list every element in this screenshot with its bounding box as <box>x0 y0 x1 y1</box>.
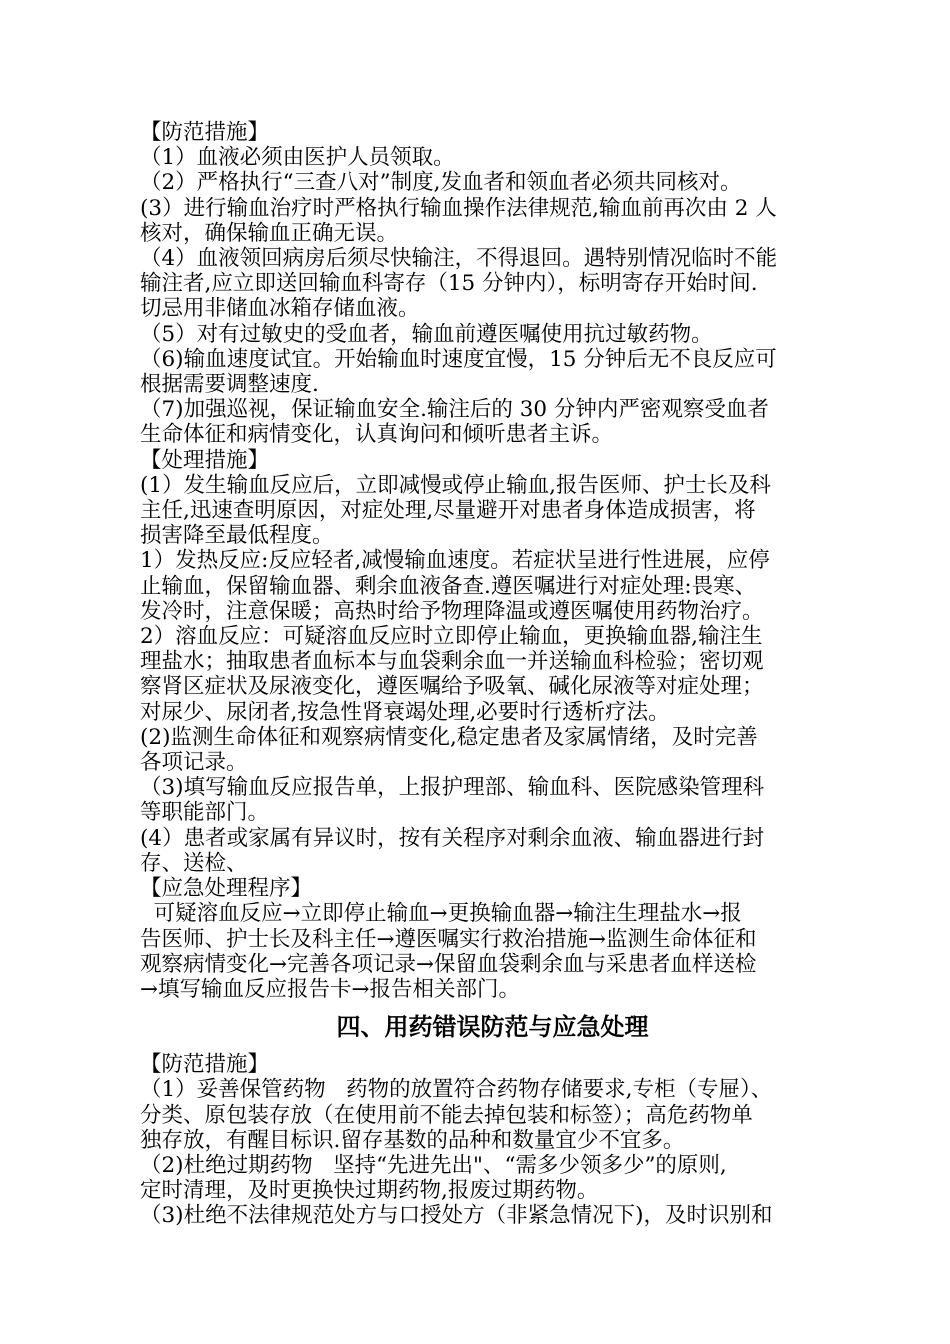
text-line: 【处理措施】 <box>140 447 270 473</box>
text-line: （7)加强巡视，保证输血安全.输注后的 30 分钟内严密观察受血者 <box>140 397 769 423</box>
text-line: 核对，确保输血正确无误。 <box>140 220 399 246</box>
transfusion-section <box>140 120 820 1002</box>
text-line: (1）发生输血反应后，立即减慢或停止输血,报告医师、护士长及科 <box>140 472 771 498</box>
text-line: (4）患者或家属有异议时，按有关程序对剩余血液、输血器进行封 <box>140 825 765 851</box>
text-line: 输注者,应立即送回输血科寄存（15 分钟内），标明寄存开始时间. <box>140 271 758 297</box>
medication-error-section <box>140 1052 820 1228</box>
text-line: (3）进行输血治疗时严格执行输血操作法律规范,输血前再次由 2 人 <box>140 195 777 221</box>
text-line: （6)输血速度试宜。开始输血时速度宜慢，15 分钟后无不良反应可 <box>140 346 777 372</box>
text-line: 1）发热反应:反应轻者,减慢输血速度。若症状呈进行性进展，应停 <box>140 548 770 574</box>
text-line: →填写输血反应报告卡→报告相关部门。 <box>140 976 521 1002</box>
text-line: 定时清理，及时更换快过期药物,报废过期药物。 <box>140 1178 599 1204</box>
text-line: 存、送检、 <box>140 850 248 876</box>
document-page <box>140 120 820 1229</box>
text-line: 各项记录。 <box>140 750 248 776</box>
text-line: 观察病情变化→完善各项记录→保留血袋剩余血与采患者血样送检 <box>140 951 757 977</box>
text-line: 主任,迅速查明原因，对症处理,尽量避开对患者身体造成损害，将 <box>140 498 756 524</box>
text-line: (2)监测生命体征和观察病情变化,稳定患者及家属情绪，及时完善 <box>140 724 758 750</box>
text-line: 切忌用非储血冰箱存储血液。 <box>140 296 420 322</box>
text-line: 分类、原包装存放（在使用前不能去掉包装和标签）；高危药物单 <box>140 1102 753 1128</box>
text-line: 生命体征和病情变化，认真询问和倾听患者主诉。 <box>140 422 614 448</box>
text-line: 等职能部门。 <box>140 800 270 826</box>
text-line: 独存放，有醒目标识.留存基数的品种和数量宜少不宜多。 <box>140 1127 685 1153</box>
text-line: （2)杜绝过期药物 坚持“先进先出"、“需多少领多少”的原则, <box>140 1152 727 1178</box>
text-line: 【应急处理程序】 <box>140 876 313 902</box>
text-line: 告医师、护士长及科主任→遵医嘱实行救治措施→监测生命体征和 <box>140 926 757 952</box>
text-line: 止输血，保留输血器、剩余血液备查.遵医嘱进行对症处理:畏寒、 <box>140 573 757 599</box>
text-line: 对尿少、尿闭者,按急性肾衰竭处理,必要时行透析疗法。 <box>140 699 670 725</box>
text-line: （3)杜绝不法律规范处方与口授处方（非紧急情况下)，及时识别和 <box>140 1203 773 1229</box>
text-line: 发冷时，注意保暖；高热时给予物理降温或遵医嘱使用药物治疗。 <box>140 598 764 624</box>
text-line: 根据需要调整速度. <box>140 372 319 398</box>
text-line: （5）对有过敏史的受血者，输血前遵医嘱使用抗过敏药物。 <box>140 321 713 347</box>
section-heading: 四、用药错误防范与应急处理 <box>336 1013 649 1042</box>
text-line: 损害降至最低程度。 <box>140 523 334 549</box>
text-line: （2）严格执行“三查八对”制度,发血者和领血者必须共同核对。 <box>140 170 742 196</box>
text-line: 察肾区症状及尿液变化，遵医嘱给予吸氧、碱化尿液等对症处理； <box>140 674 764 700</box>
text-line: 【防范措施】 <box>140 1052 270 1078</box>
text-line: 理盐水；抽取患者血标本与血袋剩余血一并送输血科检验；密切观 <box>140 649 764 675</box>
text-line: 2）溶血反应：可疑溶血反应时立即停止输血，更换输血器,输注生 <box>140 624 763 650</box>
text-line: （1）妥善保管药物 药物的放置符合药物存储要求,专柜（专屉）、 <box>140 1077 773 1103</box>
text-line: （1）血液必须由医护人员领取。 <box>140 145 455 171</box>
text-line: （4）血液领回病房后须尽快输注，不得退回。遇特别情况临时不能 <box>140 246 778 272</box>
text-line: 可疑溶血反应→立即停止输血→更换输血器→输注生理盐水→报 <box>140 901 742 927</box>
text-line: 【防范措施】 <box>140 120 270 145</box>
text-line: （3)填写输血反应报告单，上报护理部、输血科、医院感染管理科 <box>140 775 765 801</box>
